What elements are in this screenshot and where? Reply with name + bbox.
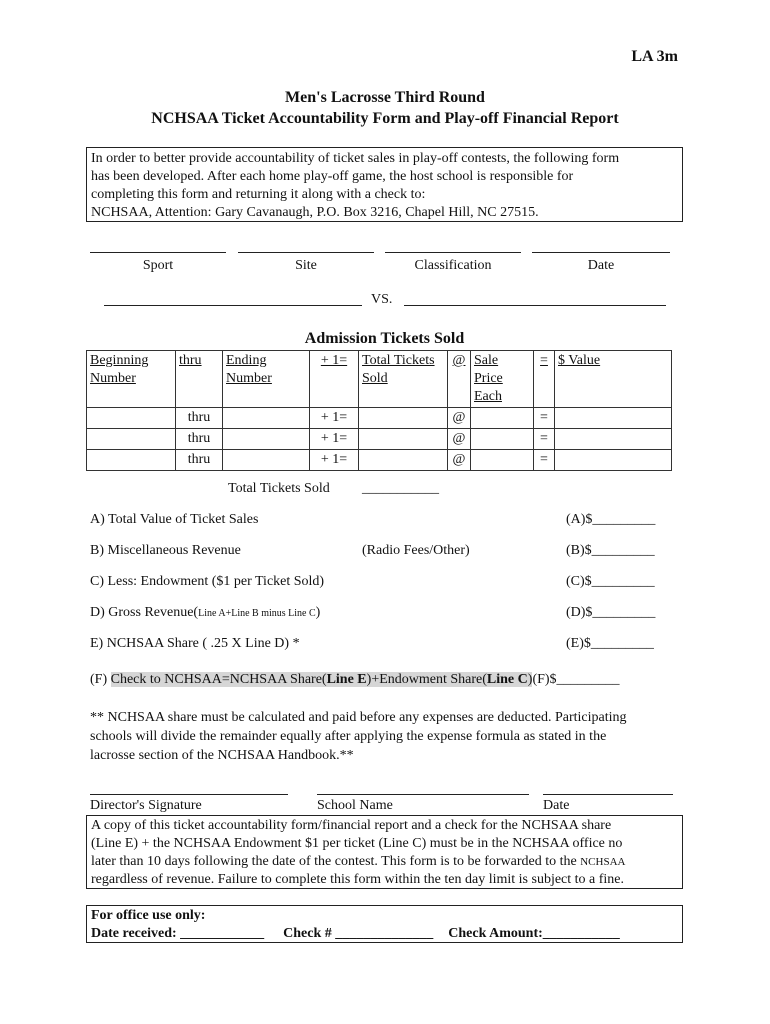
line-f-field[interactable]: (F)$_________ bbox=[532, 672, 620, 687]
total-tickets-field[interactable]: ___________ bbox=[362, 481, 439, 496]
nchsaa-share-note bbox=[90, 708, 627, 765]
school-name-field[interactable] bbox=[317, 794, 529, 795]
line-d-field[interactable]: (D)$_________ bbox=[566, 605, 656, 620]
equals-cell: = bbox=[534, 429, 555, 450]
director-signature-field[interactable] bbox=[90, 794, 288, 795]
total-tickets-label: Total Tickets Sold bbox=[228, 481, 330, 496]
sport-label: Sport bbox=[142, 258, 174, 273]
line-e-label: E) NCHSAA Share ( .25 X Line D) * bbox=[90, 636, 300, 651]
plus-one-cell: + 1= bbox=[310, 429, 359, 450]
line-f-highlight: Check to NCHSAA=NCHSAA Share( bbox=[110, 672, 327, 687]
line-f-prefix: (F) bbox=[90, 672, 111, 687]
tickets-table bbox=[86, 350, 672, 471]
classification-label: Classification bbox=[414, 258, 492, 273]
line-f-line-c: Line C bbox=[486, 672, 528, 687]
ending-number-cell[interactable] bbox=[223, 450, 310, 471]
line-d-text: D) Gross Revenue( bbox=[90, 605, 199, 620]
line-b-field[interactable]: (B)$_________ bbox=[566, 543, 655, 558]
tickets-header-row bbox=[87, 351, 672, 408]
title-line1: Men's Lacrosse Third Round bbox=[285, 89, 485, 106]
intro-line: In order to better provide accountability of ticket sales in play-off contests, the following form bbox=[91, 151, 620, 166]
note-line: lacrosse section of the NCHSAA Handbook.** bbox=[90, 748, 354, 763]
equals-cell: = bbox=[534, 408, 555, 429]
total-tickets-cell[interactable] bbox=[359, 408, 448, 429]
line-f-line-e: Line E bbox=[326, 672, 367, 687]
page-title: NCHSAA Ticket Accountability Form and Play-off Financial Report bbox=[151, 110, 619, 127]
beginning-number-cell[interactable] bbox=[87, 429, 176, 450]
notice-line: A copy of this ticket accountability form/financial report and a check for the NCHSAA share bbox=[91, 818, 612, 833]
at-cell: @ bbox=[448, 429, 471, 450]
vs-label: VS. bbox=[371, 292, 393, 307]
at-cell: @ bbox=[448, 408, 471, 429]
thru-cell: thru bbox=[176, 408, 223, 429]
form-code: LA 3m bbox=[631, 48, 678, 65]
thru-cell: thru bbox=[176, 429, 223, 450]
total-tickets-cell[interactable] bbox=[359, 429, 448, 450]
notice-line: regardless of revenue. Failure to complete this form within the ten day limit is subject to a fine. bbox=[91, 872, 625, 887]
value-cell[interactable] bbox=[555, 429, 672, 450]
director-signature-label: Director's Signature bbox=[90, 798, 202, 813]
intro-line: NCHSAA, Attention: Gary Cavanaugh, P.O. Box 3216, Chapel Hill, NC 27515. bbox=[91, 205, 539, 220]
line-f-highlight-3: ) bbox=[527, 672, 533, 687]
sport-field[interactable] bbox=[90, 252, 226, 253]
visitor-team-field[interactable] bbox=[404, 305, 666, 306]
header-sale-price: Sale Price Each bbox=[471, 351, 534, 408]
equals-cell: = bbox=[534, 450, 555, 471]
value-cell[interactable] bbox=[555, 450, 672, 471]
at-cell: @ bbox=[448, 450, 471, 471]
table-row bbox=[87, 450, 672, 471]
beginning-number-cell[interactable] bbox=[87, 450, 176, 471]
line-f-highlight-2: )+Endowment Share( bbox=[366, 672, 487, 687]
home-team-field[interactable] bbox=[104, 305, 362, 306]
header-ending-number: Ending Number bbox=[223, 351, 310, 408]
plus-one-cell: + 1= bbox=[310, 408, 359, 429]
line-c-field[interactable]: (C)$_________ bbox=[566, 574, 655, 589]
header-plus-one: + 1= bbox=[310, 351, 359, 408]
line-b-label: B) Miscellaneous Revenue bbox=[90, 543, 241, 558]
header-thru: thru bbox=[176, 351, 223, 408]
site-label: Site bbox=[295, 258, 317, 273]
line-a-label: A) Total Value of Ticket Sales bbox=[90, 512, 259, 527]
line-b-note: (Radio Fees/Other) bbox=[362, 543, 470, 558]
site-field[interactable] bbox=[238, 252, 374, 253]
table-row bbox=[87, 429, 672, 450]
note-line: ** NCHSAA share must be calculated and paid before any expenses are deducted. Participating bbox=[90, 710, 627, 725]
notice-nchsaa-small: NCHSAA bbox=[580, 856, 626, 868]
office-use-box bbox=[86, 905, 683, 943]
beginning-number-cell[interactable] bbox=[87, 408, 176, 429]
tickets-heading: Admission Tickets Sold bbox=[304, 330, 465, 347]
line-d-formula: Line A+Line B minus Line C bbox=[198, 608, 316, 619]
ending-number-cell[interactable] bbox=[223, 408, 310, 429]
office-use-fields bbox=[91, 925, 678, 943]
header-beginning-number: Beginning Number bbox=[87, 351, 176, 408]
signature-date-field[interactable] bbox=[543, 794, 673, 795]
intro-line: has been developed. After each home play-off game, the host school is responsible for bbox=[91, 169, 574, 184]
submission-notice-box bbox=[86, 815, 683, 889]
date-field[interactable] bbox=[532, 252, 670, 253]
note-line: schools will divide the remainder equally after applying the expense formula as stated in the bbox=[90, 729, 607, 744]
total-tickets-cell[interactable] bbox=[359, 450, 448, 471]
line-d-close: ) bbox=[315, 605, 321, 620]
classification-field[interactable] bbox=[385, 252, 521, 253]
sale-price-cell[interactable] bbox=[471, 450, 534, 471]
line-c-label: C) Less: Endowment ($1 per Ticket Sold) bbox=[90, 574, 325, 589]
table-row bbox=[87, 408, 672, 429]
sale-price-cell[interactable] bbox=[471, 408, 534, 429]
header-dollar-value: $ Value bbox=[555, 351, 672, 408]
school-name-label: School Name bbox=[317, 798, 393, 813]
line-f-label bbox=[90, 672, 620, 688]
office-use-title: For office use only: bbox=[91, 908, 206, 923]
line-d-label bbox=[90, 605, 320, 621]
ending-number-cell[interactable] bbox=[223, 429, 310, 450]
date-label: Date bbox=[587, 258, 615, 273]
notice-line-3 bbox=[91, 853, 678, 871]
header-at: @ bbox=[448, 351, 471, 408]
line-e-field[interactable]: (E)$_________ bbox=[566, 636, 654, 651]
intro-box bbox=[86, 147, 683, 222]
header-equals: = bbox=[534, 351, 555, 408]
check-amount-field[interactable]: Check Amount:___________ bbox=[448, 926, 620, 941]
thru-cell: thru bbox=[176, 450, 223, 471]
value-cell[interactable] bbox=[555, 408, 672, 429]
notice-line: (Line E) + the NCHSAA Endowment $1 per ticket (Line C) must be in the NCHSAA office no bbox=[91, 836, 623, 851]
notice-line-text: later than 10 days following the date of the contest. This form is to be forwarded to the bbox=[91, 854, 581, 869]
plus-one-cell: + 1= bbox=[310, 450, 359, 471]
line-a-field[interactable]: (A)$_________ bbox=[566, 512, 656, 527]
intro-line: completing this form and returning it along with a check to: bbox=[91, 187, 426, 202]
header-total-tickets: Total Tickets Sold bbox=[359, 351, 448, 408]
sale-price-cell[interactable] bbox=[471, 429, 534, 450]
check-number-field[interactable]: Check # ______________ bbox=[283, 926, 434, 941]
signature-date-label: Date bbox=[543, 798, 570, 813]
date-received-field[interactable]: Date received: ____________ bbox=[91, 926, 265, 941]
